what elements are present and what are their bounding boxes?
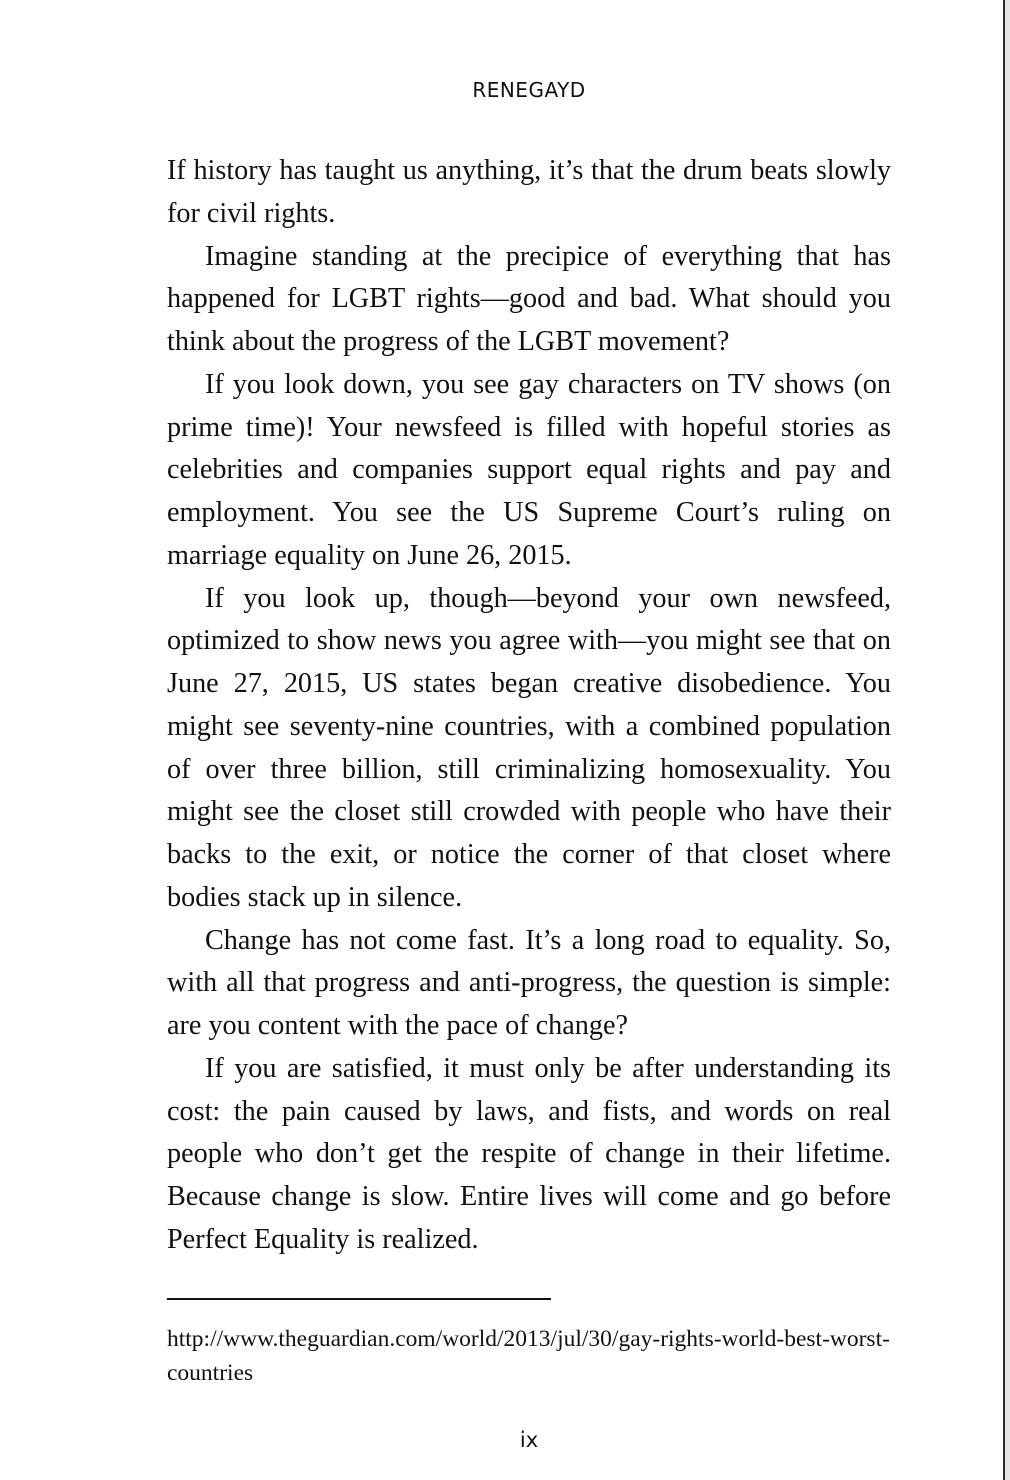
paragraph: If you look up, though—beyond your own newsfeed, optimized to show news you agree with—you might see that on June 27, 2015, US states began creative disobedience. You might see seventy-nine countries, with a combined population of over three billion, still criminalizing homosexuality. You might see the closet still crowded with people who have their backs to the exit, or notice the corner of that closet where bodies stack up in silence. [167, 582, 891, 913]
paragraph: Change has not come fast. It’s a long road to equality. So, with all that progress and anti-progress, the question is simple: are you content with the pace of change? [167, 924, 891, 1041]
paragraph: If history has taught us anything, it’s that the drum beats slowly for civil rights. [167, 155, 891, 229]
footnote-divider [167, 1298, 551, 1300]
body-text [167, 150, 891, 1262]
paragraph: If you look down, you see gay characters on TV shows (on prime time)! Your newsfeed is filled with hopeful stories as celebrities and companies support equal rights and pay and employment. You see the US Supreme Court’s ruling on marriage equality on June 26, 2015. [167, 368, 891, 571]
running-head: RENEGAYD [472, 78, 586, 102]
paragraph: Imagine standing at the precipice of everything that has happened for LGBT rights—good and bad. What should you think about the progress of the LGBT movement? [167, 240, 891, 357]
page-number: ix [519, 1428, 539, 1452]
footnote-url[interactable]: http://www.theguardian.com/world/2013/jul/30/gay-rights-world-best-worst-countries [167, 1326, 890, 1386]
paragraph: If you are satisfied, it must only be after understanding its cost: the pain caused by laws, and fists, and words on real people who don’t get the respite of change in their lifetime. Because change is slow. Entire lives will come and go before Perfect Equality is realized. [167, 1052, 891, 1255]
page-edge-divider [1003, 0, 1010, 1480]
